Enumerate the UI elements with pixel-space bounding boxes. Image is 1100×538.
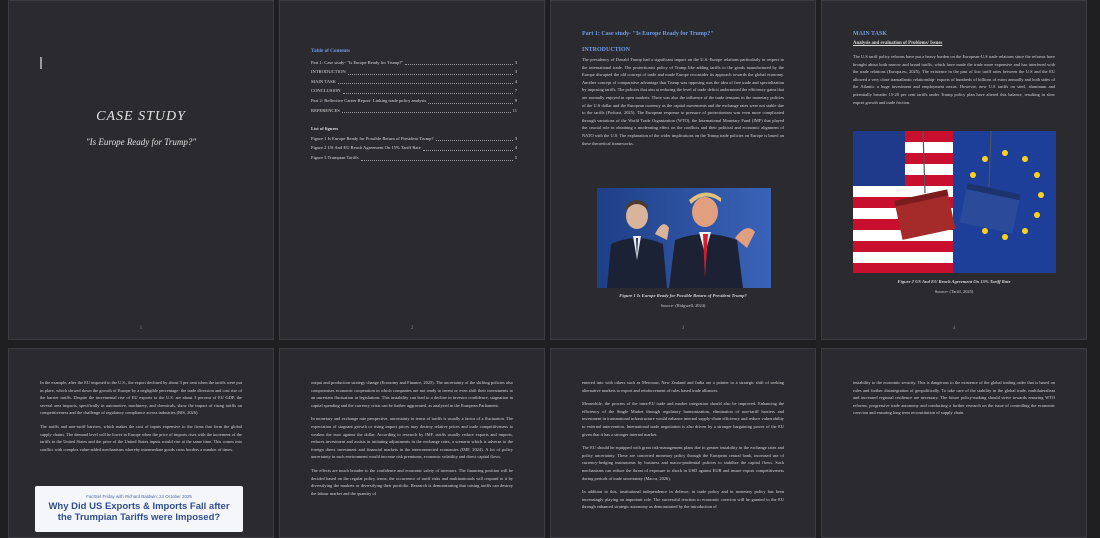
page-4-main-task (821, 0, 1087, 340)
toc-entry[interactable] (311, 96, 517, 106)
list-of-figures (311, 134, 517, 163)
page-7-text (582, 379, 784, 517)
paragraph: The tariffs and non-tariff barriers, which makes the cost of inputs expensive to the firms that form the global supply chains. The demand level will be lower in Europe when the price of imports rises with the increment of the tariffs in the United States and the price of the United States inputs would rise at the same time. This comes into conflict with complex value-added mechanisms whereby intermediate goods cross borders a number of times. (40, 423, 242, 452)
page-number: 4 (952, 326, 956, 331)
paragraph: The EU should be equipped with great risk-management plans due to greater instability in the exchange rates and policy uncertainty. These are concerted monetary policy through the European central bank, increased use of currency-hedging instruments by business and macro-prudential policies to stabilize the capital flows. Such mechanisms can reduce the threat of exposure to shock in USD against EUR and insure export competitiveness during periods of trade uncertainty (Macca, 2026). (582, 445, 784, 481)
page-number: 2 (410, 326, 414, 331)
page-8-text (853, 379, 1055, 423)
toc-entry-label: MAIN TASK (311, 78, 336, 84)
toc-entry[interactable] (311, 77, 517, 87)
paragraph: In the example, after the EU imposed to the U.S., the export declined by about 3 per cent when the tariffs were put in place, which slowed down the growth of Europe by a negligible percentage- the trade diversion and cost rise of the barrier tariffs. Despite the incremental rise of EU exports to the U.S. are about 3 percent of EU GDP, the several area impacts, specifically in automotive, machinery, and chemicals, show the impact of rising tariffs on competitiveness and the challenge of regulatory compliance across industries (BIS, 2026). (40, 380, 242, 416)
toc-entry[interactable] (311, 58, 517, 68)
cover-subtitle: "Is Europe Ready for Trump?" (85, 137, 197, 147)
page-2-toc (279, 0, 545, 340)
lof-entry-label: Figure 3 Trumpian Tariffs (311, 154, 359, 160)
paragraph: Meanwhile, the process of the intra-EU trade and market integration should also be improved. Enhancing the efficiency of the Single Market through regulatory harmonization, elimination of non-tariff barriers and investment in transnational infrastructure would enhance internal supply-chain efficiency and reduce vulnerability to external intervention. International trade negotiation is also driven by a stronger bargaining power of the EU given that it has a stronger internal market. (582, 401, 784, 437)
toc-entry-label: CONCLUSION (311, 88, 341, 94)
dot-leader (436, 140, 513, 141)
page-5-text (40, 379, 242, 459)
page-3-introduction (550, 0, 816, 340)
toc-entry-page: 11 (512, 107, 517, 113)
trumpian-tariffs-chart-card (35, 486, 243, 532)
cover-title: CASE STUDY (96, 109, 186, 124)
dot-leader (338, 83, 513, 84)
paragraph: output and production strategy change (Economy and Finance, 2025). The uncertainty of the shifting policies also compromises economic cooperation in which companies are not ready to invest or even shift their investments to an uncertain fluctuation in legislations. This instability can lead to a decline in investor confidence, stagnation in capital spending and the currency crisis can be further aggravated, as analyzed in the European Parliament. (311, 380, 513, 408)
figure-1-caption: Figure 1 Is Europe Ready for Possible Return of President Trump? (619, 293, 747, 298)
dot-leader (405, 64, 512, 65)
lof-entry-label: Figure 2 US And EU Reach Agreement On 15% Tariff Rate (311, 145, 421, 151)
toc-entry-page: 3 (514, 69, 517, 75)
lof-entry[interactable] (311, 153, 517, 163)
toc-entry-label: Part 2: Reflective Career Report- Linking trade policy analysis (311, 97, 427, 103)
toc-entry-page: 9 (514, 97, 517, 103)
toc-entry[interactable] (311, 106, 517, 116)
paragraph: entered into with others such as Mercosur, New Zealand and India are a pointer to a strategic shift of seeking alternative markets to export and reinforcement of rules based trade alliances. (582, 380, 784, 393)
toc-entry-page: 7 (514, 88, 517, 94)
figure-2-caption: Figure 2 US And EU Reach Agreement On 15% Tariff Rate (897, 279, 1011, 284)
section-heading-main-task: MAIN TASK (853, 31, 887, 37)
page-7 (550, 348, 816, 538)
toc-entry-page: 4 (514, 78, 517, 84)
dot-leader (423, 150, 513, 151)
table-of-contents (311, 47, 517, 163)
page-6 (279, 348, 545, 538)
page-8 (821, 348, 1087, 538)
dot-leader (361, 160, 513, 161)
part-title: Part 1: Case study- "Is Europe Ready for Trump?" (582, 31, 714, 37)
toc-entry[interactable] (311, 67, 517, 77)
dot-leader (342, 112, 511, 113)
paragraph: instability to the economic security. This is dangerous to the existence of the global trading order that is based on rules and further disintegration of geopolitically. To take care of the stability in the global trade, multilateralism and increased regional resilience are necessary. The future policy-making should strive towards ensuring WTO reforms, progressive trade autonomy and conducting a further research on the issue of controlling the economic coercion and ensuring long term reconstitution of supply chain. (853, 380, 1055, 416)
dot-leader (428, 103, 512, 104)
toc-entry-label: Part 1: Case study- "Is Europe Ready for Trump?" (311, 59, 404, 65)
lof-entry[interactable] (311, 143, 517, 153)
text-cursor (40, 57, 42, 69)
toc-entry-label: REFERENCES (311, 107, 340, 113)
paragraph: In monetary and exchange rate perspective, uncertainty in terms of tariffs is usually a factor of a fluctuation. The expectation of stagnant growth or rising import prices may destroy relative prices and trade competitiveness to weaken the euro against the dollar. According to research by IMF, tariffs usually reduce exports and imports, reduces investment and assists in initiating adjustments in the exchange rates, a scenario which is adverse to the foreign direct investment and financial markets in the interconnected economies (IMF, 2024). A lot of policy uncertainty in such environment would increase risk premiums, economic volatility and direct capital flows. (311, 416, 513, 460)
paragraph: In addition to this, institutional independence in defence, in trade policy and in monetary policy has been increasingly playing an important role. The successful reaction to economic coercion will be granted to the EU through enhanced strategic autonomy as demonstrated by the introduction of (582, 489, 784, 510)
page-1-cover (8, 0, 274, 340)
section-heading-introduction: INTRODUCTION (582, 47, 631, 53)
chart-headline: Why Did US Exports & Imports Fall after the Trumpian Tariffs were Imposed? (48, 501, 230, 523)
main-task-text: The U.S tariff policy reforms have put a heavy burden on the European-U.S trade relations since the reforms have brought about both narrow and broad tariffs, which have made the trade more expensive and has interfered with the trade relations (Europa.eu, 2025). The existence in the past of low tariff rates between the U.S and the EU allowed a very close transatlantic relationship- exports of hundreds of billions of euros annually and both sides of the Atlantic a huge investment and employment nexus. However, new U.S tariffs on steel, aluminum and potentially broader 15-20 per cent tariffs under Trump policy plan have altered this balance, resulting in slow export growth and trade friction. (853, 54, 1055, 105)
toc-list (311, 58, 517, 116)
page-number: 1 (139, 326, 143, 331)
page-6-text (311, 379, 513, 503)
dot-leader (348, 74, 513, 75)
toc-entry-page: 3 (514, 59, 517, 65)
toc-heading: Table of Contents (311, 48, 351, 54)
figure-2-source: Source- (Tariff, 2025) (934, 289, 974, 294)
toc-entry[interactable] (311, 86, 517, 96)
lof-entry-page: 4 (514, 145, 517, 151)
us-eu-flags-image (853, 131, 1056, 273)
toc-entry-label: INTRODUCTION (311, 69, 346, 75)
lof-entry[interactable] (311, 134, 517, 144)
subsection-heading: Analysis and evaluation of Problems/ Issues (853, 41, 943, 46)
lof-entry-page: 3 (514, 135, 517, 141)
chart-source-line: FactSet Friday with Richard Baldwin: 24 October 2025 (86, 494, 192, 499)
lof-entry-page: 5 (514, 154, 517, 160)
dot-leader (343, 93, 513, 94)
lof-entry-label: Figure 1 Is Europe Ready for Possible Return of President Trump? (311, 135, 434, 141)
introduction-text: The presidency of Donald Trump had a significant impact on the U.S.-Europe relations particularly in respect to the international trade. The protectionist policy of Trump like adding tariffs to the goods manufactured by the Europe disrupted the old concept of trade and made Europe reconsider its approach towards the global economy. Another concept of comparative advantage that Trump was opposing was the idea of free trade and specialization by imposing tariffs. The policies that aim at reducing the level of trade deficit undermined the efficiency gains that are normally enjoyed in open markets. There was also the influence of the trade tensions in the monetary policies of the U.S dollar and the European currency as the capital movements and the exchange rates were not stable due to the tariffs (Podcast, 2025). The European response to pressure of protectionism was even more complicated through variations of the World Trade Organization (WTO), the International Monetary Fund (IMF) that played the crucial role in obtaining a moderating effect on the conflicts and their political and economic alignment of NATO with the U.S. The explanation of the wider implications on the Trump trade policies on Europe is based on these theoretical frameworks. (582, 57, 784, 146)
figure-1-source: Source- (Ridgwell, 2024) (660, 303, 706, 308)
page-number: 3 (681, 326, 685, 331)
list-of-figures-heading: List of figures (311, 126, 339, 132)
paragraph: The effects are much broader to the confidence and economic safety of investors. The financing position will be decided based on the regular policy terms; the occurrence of tariff risks and multinationals will respond to it by diversifying the markets or diversifying their portfolio. Research is demonstrating that raising tariffs can destroy the labour market and the quantity of (311, 467, 513, 496)
macron-trump-photo (597, 188, 771, 288)
